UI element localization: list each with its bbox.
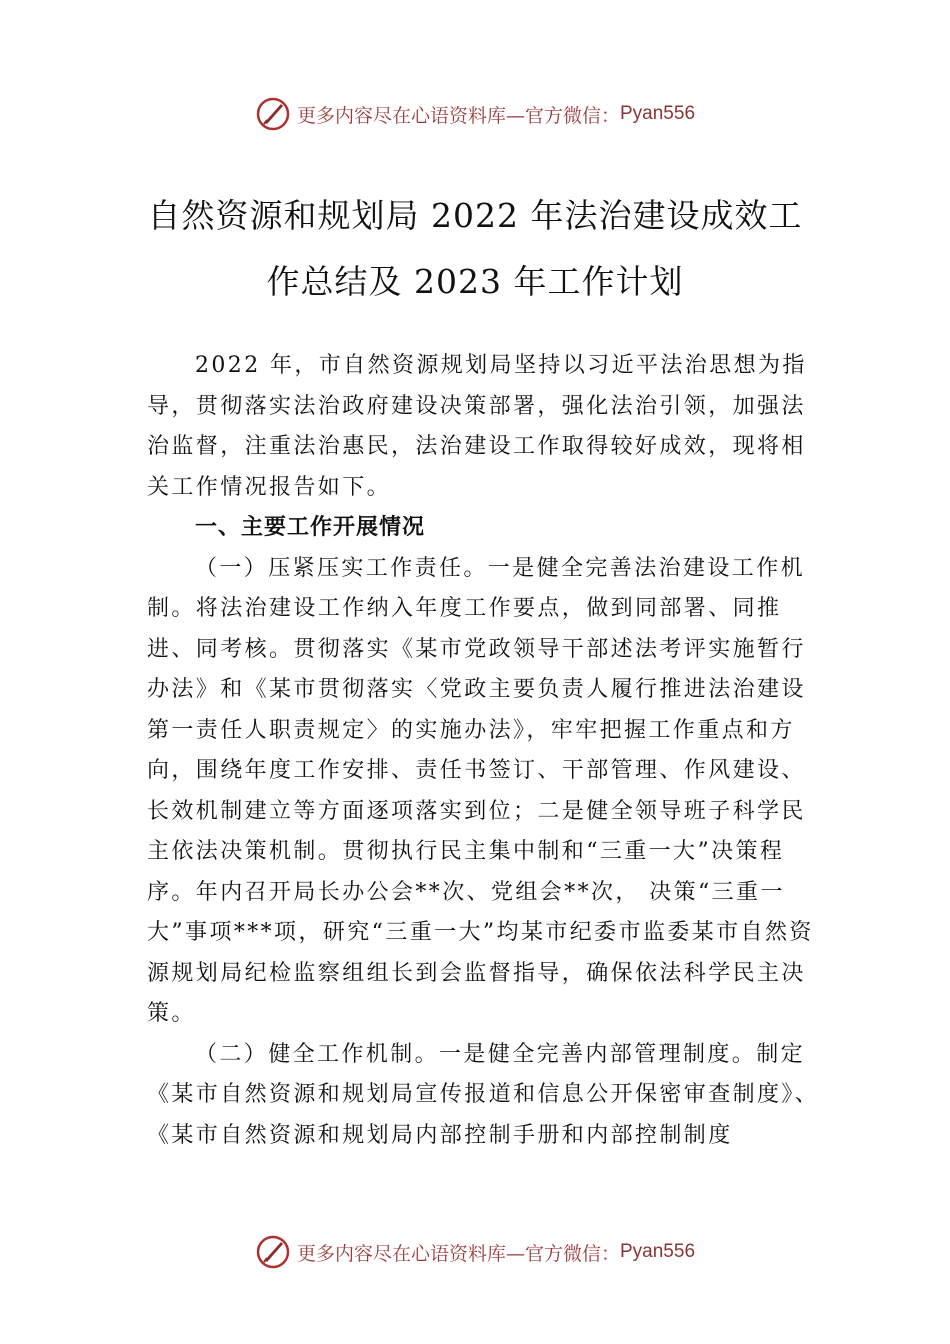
wechat-id: Pyan556 [620,103,696,124]
section-heading: 一、主要工作开展情况 [195,515,426,540]
banner-text: 更多内容尽在心语资料库—官方微信： [296,104,620,127]
header-banner [0,94,950,134]
quill-pen-seal-icon [255,96,291,132]
footer-banner [0,1232,950,1272]
document-body [147,346,827,1156]
quill-pen-seal-icon [255,1234,291,1270]
wechat-id: Pyan556 [620,1241,696,1262]
paragraph-1: （一）压紧压实工作责任。一是健全完善法治建设工作机制。将法治建设工作纳入年度工作要点，做到同部署、同推进、同考核。贯彻落实《某市党政领导干部述法考评实施暂行办法》和《某市贯彻落实〈党政主要负责人履行推进法治建设第一责任人职责规定〉的实施办法》，牢牢把握工作重点和方向，围绕年度工作安排、责任书签订、干部管理、作风建设、长效机制建立等方面逐项落实到位；二是健全领导班子科学民主依法决策机制。贯彻执行民主集中制和“三重一大”决策程序。年内召开局长办公会**次、党组会**次， 决策“三重一大”事项***项，研究“三重一大”均某市纪委市监委某市自然资源规划局纪检监察组组长到会监督指导，确保依法科学民主决策。 [147,555,814,1026]
page-title-line-1: 自然资源和规划局 2022 年法治建设成效工 [147,196,803,235]
intro-paragraph: 2022 年，市自然资源规划局坚持以习近平法治思想为指导，贯彻落实法治政府建设决策部署，强化法治引领，加强法治监督，注重法治惠民，法治建设工作取得较好成效，现将相关工作情况报告如下。 [147,353,807,500]
paragraph-2: （二）健全工作机制。一是健全完善内部管理制度。制定《某市自然资源和规划局宣传报道和信息公开保密审查制度》、《某市自然资源和规划局内部控制手册和内部控制制度 [147,1041,820,1148]
banner-text: 更多内容尽在心语资料库—官方微信： [296,1242,620,1265]
page-title-line-2: 作总结及 2023 年工作计划 [266,262,684,301]
